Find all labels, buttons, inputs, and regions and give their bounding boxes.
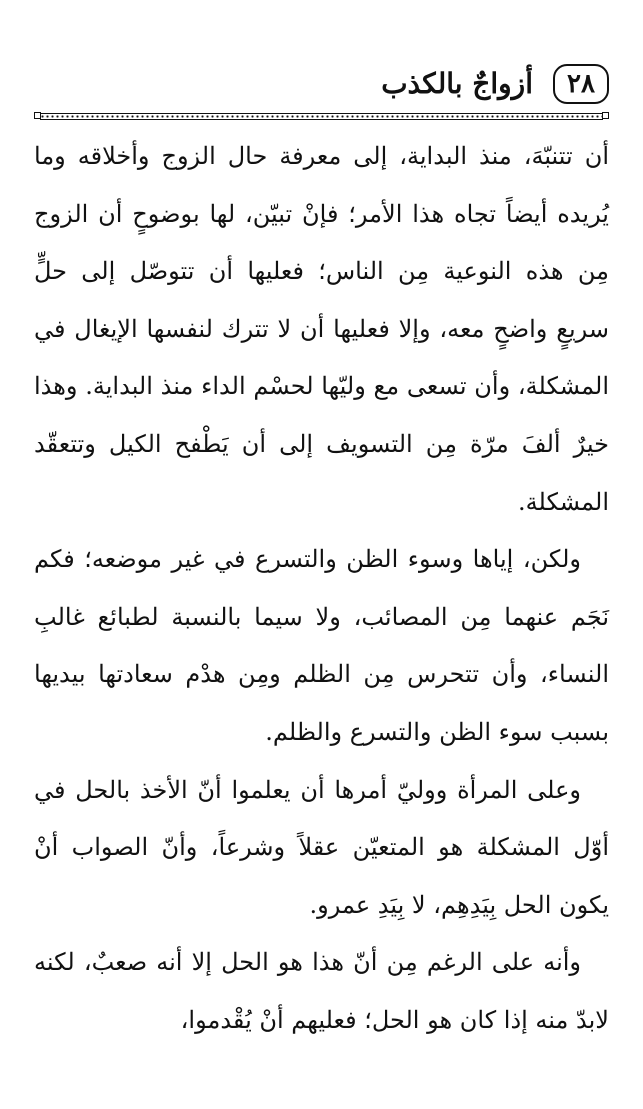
divider-line-top: [40, 113, 603, 114]
running-title: أزواجٌ بالكذب: [381, 67, 533, 100]
divider-end-right: [602, 112, 609, 119]
paragraph-2: ولكن، إياها وسوء الظن والتسرع في غير موضعه؛ فكم نَجَم عنهما مِن المصائب، ولا سيما بالنسبة لطبائع غالبِ النساء، وأن تتحرس مِن الظلم ومِن هدْم سعادتها بيديها بسبب سوء الظن والتسرع والظلم.: [34, 545, 609, 746]
paragraph-4: وأنه على الرغم مِن أنّ هذا هو الحل إلا أنه صعبٌ، لكنه لابدّ منه إذا كان هو الحل؛ فعليهم أنْ يُقْدموا،: [34, 948, 609, 1034]
paragraph-3: وعلى المرأة ووليّ أمرها أن يعلموا أنّ الأخذ بالحل في أوّل المشكلة هو المتعيّن عقلاً وشرعاً، وأنّ الصواب أنْ يكون الحل بِيَدِهِم، لا بِيَدِ عمرو.: [34, 775, 609, 919]
page-header: [34, 62, 609, 122]
divider-line-bottom: [40, 119, 603, 120]
divider-dots: [40, 115, 603, 118]
page-number: ٢٨: [553, 64, 609, 104]
paragraph-1: أن تتنبّهَ، منذ البداية، إلى معرفة حال الزوج وأخلاقه وما يُريده أيضاً تجاه هذا الأمر؛ فإنْ تبيّن، لها بوضوحٍ أن الزوج مِن هذه النوعية مِن الناس؛ فعليها أن تتوصّل إلى حلٍّ سريعٍ واضحٍ معه، وإلا فعليها أن لا تترك لنفسها الإيغال في المشكلة، وأن تسعى مع وليّها لحسْم الداء منذ البداية. وهذا خيرٌ ألفَ مرّة مِن التسويف إلى أن يَطْفح الكيل وتتعقّد المشكلة.: [34, 142, 609, 516]
page-body: [34, 128, 609, 1050]
divider-end-left: [34, 112, 41, 119]
header-divider: [34, 112, 609, 121]
